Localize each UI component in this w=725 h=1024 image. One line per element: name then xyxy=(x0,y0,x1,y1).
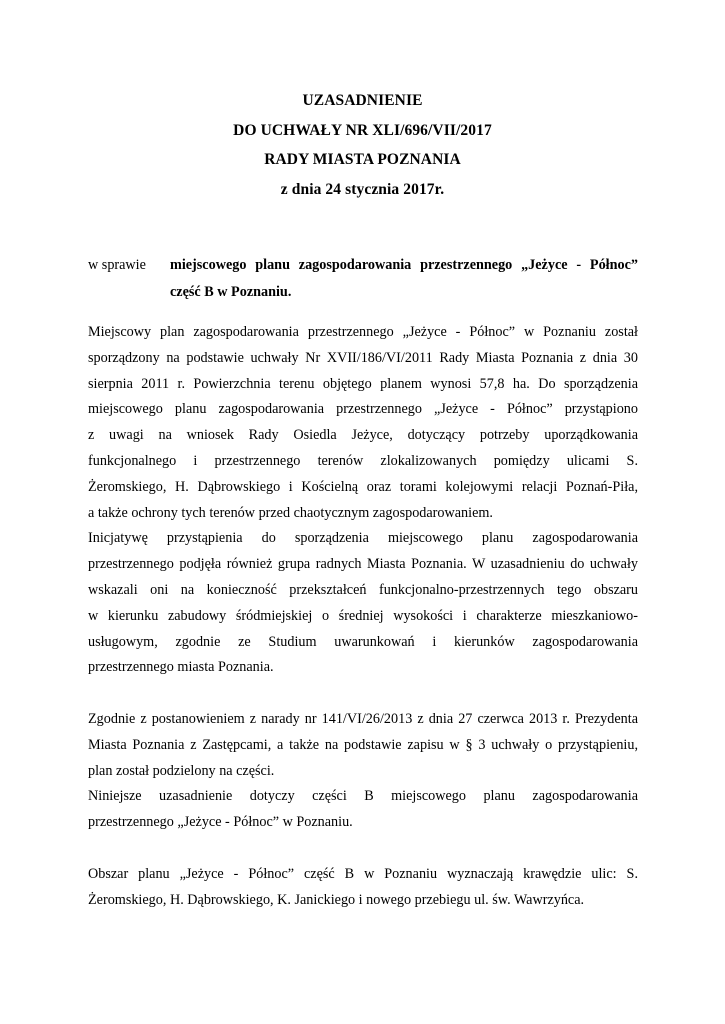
paragraph xyxy=(88,862,638,914)
paragraph-spacer xyxy=(88,836,638,862)
text-line: usługowym, zgodnie ze Studium uwarunkowań i kierunków zagospodarowania xyxy=(88,633,638,650)
text-line: plan został podzielony na części. xyxy=(88,762,275,779)
document-title xyxy=(0,86,725,204)
subject-line: część B w Poznaniu. xyxy=(170,284,292,300)
title-line: DO UCHWAŁY NR XLI/696/VII/2017 xyxy=(233,121,492,139)
text-line: przestrzennego „Jeżyce - Północ” w Poznaniu. xyxy=(88,814,353,831)
text-line: przestrzennego podjęła również grupa radnych Miasta Poznania. W uzasadnieniu do uchwały xyxy=(88,556,638,573)
paragraph xyxy=(88,784,638,836)
text-line: przestrzennego miasta Poznania. xyxy=(88,659,274,676)
text-line: Niniejsze uzasadnienie dotyczy części B miejscowego planu zagospodarowania xyxy=(88,788,638,805)
text-line: w kierunku zabudowy śródmiejskiej o średniej wysokości i charakterze mieszkaniowo- xyxy=(88,607,638,624)
subject-label: w sprawie xyxy=(88,257,146,273)
text-line: a także ochrony tych terenów przed chaotycznym zagospodarowaniem. xyxy=(88,504,493,521)
text-line: funkcjonalnego i przestrzennego terenów zlokalizowanych pomiędzy ulicami S. xyxy=(88,452,638,469)
text-line: Zgodnie z postanowieniem z narady nr 141/VI/26/2013 z dnia 27 czerwca 2013 r. Prezydenta xyxy=(88,710,638,727)
title-line: UZASADNIENIE xyxy=(302,92,423,109)
document-body xyxy=(88,320,638,913)
subject-text xyxy=(170,252,638,306)
text-line: sporządzony na podstawie uchwały Nr XVII/186/VI/2011 Rady Miasta Poznania z dnia 30 xyxy=(88,349,638,366)
subject-line: miejscowego planu zagospodarowania przestrzennego „Jeżyce - Północ” xyxy=(170,257,638,273)
paragraph-spacer xyxy=(88,681,638,707)
paragraph xyxy=(88,707,638,784)
paragraph xyxy=(88,320,638,526)
text-line: Inicjatywę przystąpienia do sporządzenia miejscowego planu zagospodarowania xyxy=(88,530,638,547)
text-line: z uwagi na wniosek Rady Osiedla Jeżyce, dotyczący potrzeby uporządkowania xyxy=(88,427,638,444)
text-line: Żeromskiego, H. Dąbrowskiego, K. Janickiego i nowego przebiegu ul. św. Wawrzyńca. xyxy=(88,891,585,908)
text-line: Miasta Poznania z Zastępcami, a także na podstawie zapisu w § 3 uchwały o przystąpieniu, xyxy=(88,736,638,753)
text-line: miejscowego planu zagospodarowania przestrzennego „Jeżyce - Północ” przystąpiono xyxy=(88,401,638,418)
title-line: z dnia 24 stycznia 2017r. xyxy=(280,180,445,198)
text-line: Żeromskiego, H. Dąbrowskiego i Kościelną oraz torami kolejowymi relacji Poznań-Piła, xyxy=(88,478,638,495)
text-line: wskazali oni na konieczność przekształceń funkcjonalno-przestrzennych tego obszaru xyxy=(88,581,638,598)
paragraph xyxy=(88,526,638,681)
text-line: sierpnia 2011 r. Powierzchnia terenu objętego planem wynosi 57,8 ha. Do sporządzenia xyxy=(88,375,638,392)
text-line: Miejscowy plan zagospodarowania przestrzennego „Jeżyce - Północ” w Poznaniu został xyxy=(88,324,638,340)
title-line: RADY MIASTA POZNANIA xyxy=(264,151,461,168)
text-line: Obszar planu „Jeżyce - Północ” część B w Poznaniu wyznaczają krawędzie ulic: S. xyxy=(88,865,638,882)
